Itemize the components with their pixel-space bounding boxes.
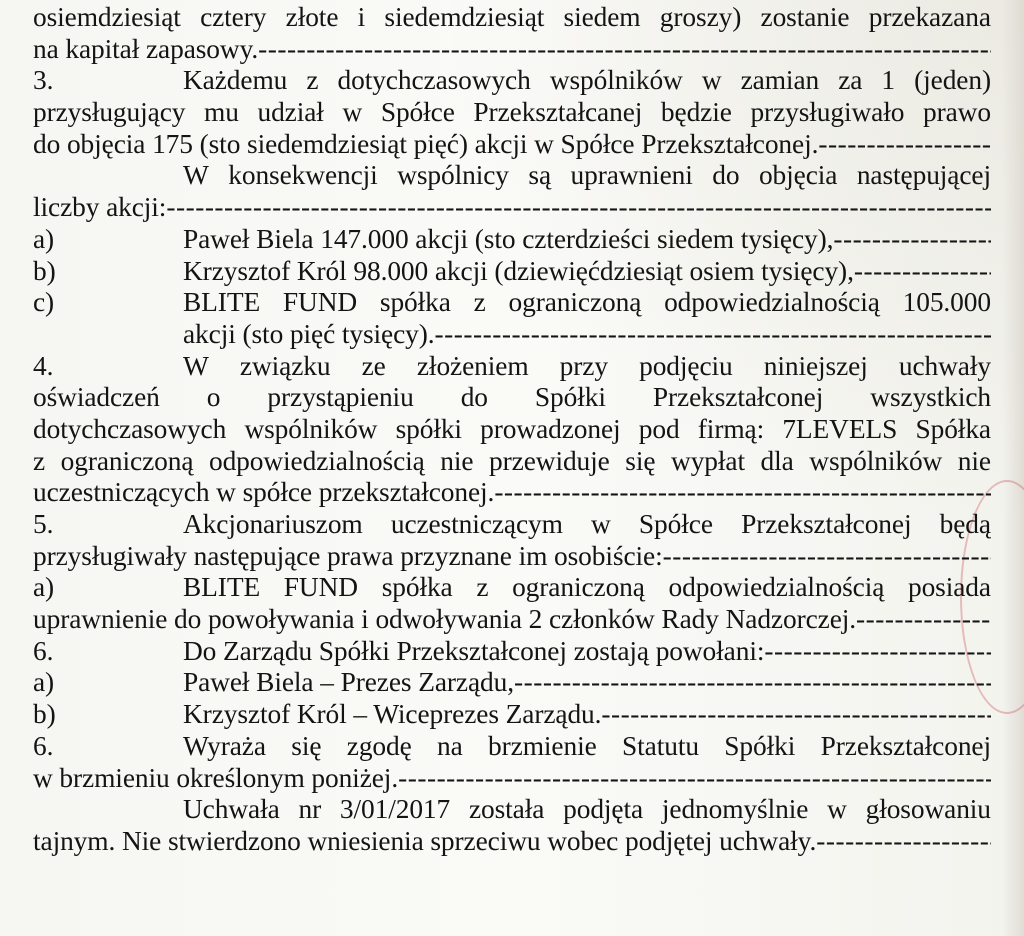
list-marker: a)	[33, 667, 55, 698]
list-marker: 5.	[33, 509, 54, 539]
word: Przekształconej	[820, 730, 991, 761]
word: złote	[285, 2, 339, 32]
text-line	[33, 65, 991, 97]
justified-text	[183, 287, 991, 319]
word: odpowiedzialnością	[664, 287, 880, 318]
word: niniejszej	[763, 350, 868, 381]
word: wspólników	[809, 445, 943, 476]
word: przystąpieniu	[267, 382, 414, 413]
word: przekazana	[868, 2, 991, 32]
word: mu	[204, 97, 239, 128]
justified-text	[33, 97, 991, 129]
page-edge-shadow	[1002, 0, 1024, 936]
list-marker: b)	[33, 699, 56, 730]
word: odpowiedzialnością	[208, 445, 425, 476]
text-line	[33, 667, 991, 699]
word: o	[206, 382, 221, 413]
word: do	[712, 160, 740, 191]
list-marker: 4.	[33, 350, 54, 381]
list-marker: 6.	[33, 635, 54, 666]
word: przysługiwało	[750, 97, 905, 128]
word: posiada	[907, 572, 991, 603]
text-line	[33, 763, 991, 795]
word: prawo	[923, 97, 991, 128]
word: zostanie	[760, 2, 850, 32]
justified-text	[183, 160, 991, 192]
dash-filler	[854, 256, 991, 288]
word: związku	[239, 350, 331, 381]
text-line	[33, 509, 991, 541]
word: objęcia	[758, 160, 838, 191]
word: Akcjonariuszom	[183, 509, 363, 539]
justified-text	[183, 794, 991, 826]
text-line	[33, 129, 991, 161]
word: 3/01/2017	[339, 794, 451, 825]
dash-filler	[663, 541, 991, 573]
word: 105.000	[902, 287, 991, 318]
dash-filler	[764, 636, 991, 668]
word: BLITE	[183, 572, 261, 603]
text-line	[33, 160, 991, 192]
list-marker: 6.	[33, 730, 54, 761]
word: uchwały	[898, 350, 991, 381]
word: się	[291, 730, 322, 761]
word: wspólników	[244, 413, 378, 444]
word: na	[437, 730, 463, 761]
word: firmą:	[697, 413, 765, 444]
word: wszystkich	[870, 382, 991, 413]
word: siedemdziesiąt	[384, 2, 545, 32]
word: Uchwała	[183, 794, 280, 825]
justified-text	[183, 65, 991, 97]
justified-text	[33, 446, 991, 478]
text-line	[33, 287, 991, 319]
justified-text	[33, 2, 991, 34]
word: w	[591, 509, 611, 539]
word: ograniczoną	[512, 572, 645, 603]
word: dotychczasowych	[33, 413, 227, 444]
text-line	[33, 34, 991, 66]
text-line	[33, 319, 991, 351]
word: zamian	[740, 65, 820, 96]
word: została	[468, 794, 545, 825]
justified-text	[33, 382, 991, 414]
word: Przekształconej	[741, 509, 912, 539]
word: złożeniem	[416, 350, 529, 381]
word: w	[827, 794, 847, 825]
word: uprawnieni	[570, 160, 693, 191]
line-text: Paweł Biela 147.000 akcji (sto czterdzieści siedem tysięcy),	[183, 223, 834, 254]
word: Każdemu	[183, 65, 288, 96]
text-line	[33, 414, 991, 446]
word: cztery	[200, 2, 267, 32]
word: i	[357, 2, 366, 32]
text-line	[33, 826, 991, 858]
line-text: na kapitał zapasowy.	[33, 33, 259, 64]
word: W	[183, 160, 209, 191]
word: spółka	[381, 572, 453, 603]
text-line	[33, 97, 991, 129]
dash-filler	[856, 604, 991, 636]
word: wspólników	[549, 65, 683, 96]
list-marker: a)	[33, 572, 55, 603]
word: z	[33, 445, 46, 476]
word: są	[528, 160, 552, 191]
text-line	[33, 731, 991, 763]
word: prowadzonej	[480, 413, 621, 444]
word: nr	[298, 794, 322, 825]
word: spółka	[379, 287, 451, 318]
word: udział	[257, 97, 324, 128]
text-line	[33, 192, 991, 224]
word: z	[306, 65, 319, 96]
line-text: przysługiwały następujące prawa przyznane im osobiście:	[33, 540, 663, 571]
justified-text	[183, 509, 991, 541]
word: podjęciu	[639, 350, 733, 381]
word: Spółki	[534, 382, 606, 413]
text-line	[33, 477, 991, 509]
text-line	[33, 256, 991, 288]
line-text: Krzysztof Król – Wiceprezes Zarządu.	[183, 699, 602, 730]
justified-text	[183, 572, 991, 604]
word: przewiduje	[489, 445, 610, 476]
word: W	[183, 350, 209, 381]
line-text: w brzmieniu określonym poniżej.	[33, 762, 399, 793]
text-line	[33, 699, 991, 731]
word: spółki	[395, 413, 462, 444]
dash-filler	[816, 826, 991, 858]
word: w	[342, 97, 363, 128]
word: ze	[361, 350, 386, 381]
word: Statutu	[622, 730, 699, 761]
text-line	[33, 224, 991, 256]
word: FUND	[282, 287, 358, 318]
word: Spółce	[638, 509, 713, 539]
text-line	[33, 541, 991, 573]
word: nie	[957, 445, 991, 476]
dash-filler	[833, 224, 991, 256]
line-text: uczestniczących w spółce przekształconej.	[33, 477, 495, 508]
text-line	[33, 572, 991, 604]
word: Spółka	[915, 413, 991, 444]
text-line	[33, 382, 991, 414]
word: z	[476, 572, 489, 603]
dash-filler	[818, 129, 991, 161]
word: osiemdziesiąt	[33, 2, 181, 32]
list-marker: a)	[33, 223, 55, 254]
justified-text	[183, 731, 991, 763]
line-text: Do Zarządu Spółki Przekształconej zostają powołani:	[183, 635, 765, 666]
word: wypłat	[671, 445, 745, 476]
list-marker: b)	[33, 255, 56, 286]
word: 7LEVELS	[782, 413, 898, 444]
dash-filler	[514, 667, 991, 699]
line-text: liczby akcji:	[33, 192, 167, 223]
word: zgodę	[346, 730, 412, 761]
dash-filler	[398, 763, 991, 795]
text-line	[33, 604, 991, 636]
line-text: do objęcia 175 (sto siedemdziesiąt pięć) akcji w Spółce Przekształconej.	[33, 128, 819, 159]
word: uczestniczącym	[390, 509, 563, 539]
word: głosowaniu	[865, 794, 991, 825]
word: będzie	[660, 97, 732, 128]
word: przysługujący	[33, 97, 186, 128]
word: ograniczoną	[60, 445, 194, 476]
word: przy	[559, 350, 608, 381]
word: (jeden)	[914, 65, 991, 96]
word: w	[701, 65, 722, 96]
text-line	[33, 446, 991, 478]
word: FUND	[283, 572, 358, 603]
justified-text	[183, 351, 991, 383]
word: będą	[939, 509, 991, 539]
text-line	[33, 2, 991, 34]
line-text: akcji (sto pięć tysięcy).	[183, 318, 435, 349]
word: następującej	[856, 160, 991, 191]
word: Spółce	[380, 97, 455, 128]
word: dla	[760, 445, 794, 476]
word: groszy)	[659, 2, 742, 32]
word: nie	[440, 445, 474, 476]
list-marker: 3.	[33, 65, 54, 96]
text-line	[33, 636, 991, 668]
word: pod	[638, 413, 680, 444]
dash-filler	[166, 192, 991, 224]
word: Wyraża	[183, 730, 266, 761]
line-text: Krzysztof Król 98.000 akcji (dziewięćdziesiąt osiem tysięcy),	[183, 255, 854, 286]
word: do	[460, 382, 488, 413]
word: brzmienie	[488, 730, 597, 761]
line-text: tajnym. Nie stwierdzono wniesienia sprzeciwu wobec podjętej uchwały.	[33, 825, 817, 856]
word: wspólnicy	[397, 160, 509, 191]
word: dotychczasowych	[337, 65, 531, 96]
word: jednomyślnie	[661, 794, 809, 825]
dash-filler	[601, 699, 991, 731]
text-line	[33, 794, 991, 826]
list-marker: c)	[33, 287, 55, 318]
word: Spółki	[724, 730, 796, 761]
word: 1	[881, 65, 896, 96]
document-body	[33, 2, 991, 858]
word: Przekształconej	[652, 382, 824, 413]
word: Przekształcanej	[473, 97, 643, 128]
justified-text	[33, 414, 991, 446]
text-line	[33, 351, 991, 383]
word: oświadczeń	[33, 382, 160, 413]
word: konsekwencji	[228, 160, 378, 191]
word: z	[473, 287, 486, 318]
dash-filler	[258, 34, 991, 66]
word: za	[838, 65, 863, 96]
dash-filler	[435, 319, 991, 351]
line-text: Paweł Biela – Prezes Zarządu,	[183, 667, 514, 698]
word: się	[625, 445, 656, 476]
word: odpowiedzialnością	[668, 572, 885, 603]
word: siedem	[563, 2, 641, 32]
word: BLITE	[183, 287, 261, 318]
word: ograniczoną	[508, 287, 642, 318]
line-text: uprawnienie do powoływania i odwoływania 2 członków Rady Nadzorczej.	[33, 604, 857, 635]
word: podjęta	[563, 794, 644, 825]
dash-filler	[494, 477, 991, 509]
